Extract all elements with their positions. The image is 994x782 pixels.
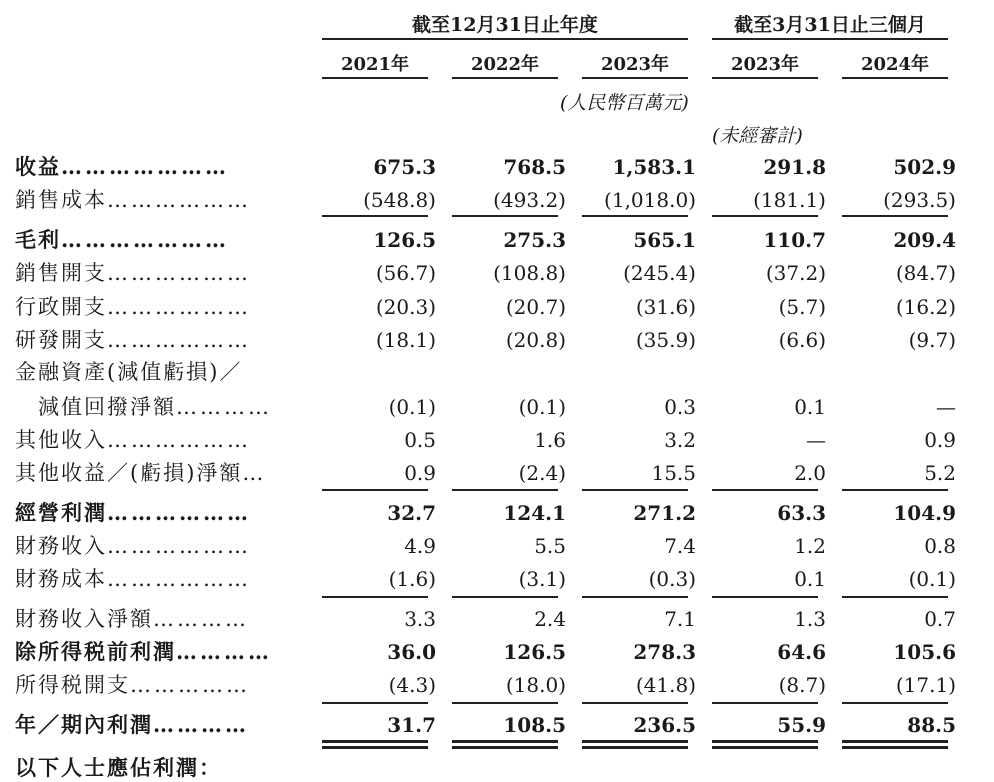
row-value: 0.5 <box>404 428 436 452</box>
row-value: (37.2) <box>765 261 826 285</box>
row-leader-dots: … <box>242 461 267 485</box>
row-value: 63.3 <box>777 501 826 525</box>
row-leader-dots: ……………… <box>107 188 251 212</box>
subtotal-rule <box>322 596 428 598</box>
row-value: (2.4) <box>518 461 566 485</box>
subtotal-rule <box>842 596 948 598</box>
header-group-annual: 截至12月31日止年度 <box>412 14 598 36</box>
row-value: (20.7) <box>505 295 566 319</box>
row-value: (18.0) <box>505 673 566 697</box>
row-label <box>15 325 251 355</box>
table-row <box>0 292 994 322</box>
row-value: 278.3 <box>633 640 696 664</box>
row-value: 126.5 <box>503 640 566 664</box>
row-value: 502.9 <box>893 155 956 179</box>
subtotal-rule <box>712 702 818 704</box>
double-underline <box>712 740 818 743</box>
row-label <box>15 225 229 255</box>
row-label <box>15 710 249 740</box>
row-value: 0.3 <box>664 395 696 419</box>
row-leader-dots: ……………… <box>107 328 251 352</box>
row-value: 209.4 <box>893 228 956 252</box>
subtotal-rule <box>322 489 428 491</box>
row-value: 15.5 <box>651 461 696 485</box>
row-label <box>15 152 229 182</box>
row-value: 126.5 <box>373 228 436 252</box>
row-value: 0.9 <box>404 461 436 485</box>
row-value: 1.2 <box>794 534 826 558</box>
row-value: 5.5 <box>534 534 566 558</box>
row-leader-dots: ……………… <box>107 261 251 285</box>
row-leader-dots: ………… <box>176 639 272 664</box>
row-value: (293.5) <box>883 188 956 212</box>
row-label <box>15 564 251 594</box>
row-value: (9.7) <box>908 328 956 352</box>
row-value: 565.1 <box>633 228 696 252</box>
row-value: 1.6 <box>534 428 566 452</box>
row-value: 0.1 <box>794 395 826 419</box>
row-label-text: 減值回撥淨額 <box>15 395 176 419</box>
row-value: 3.2 <box>664 428 696 452</box>
table-row <box>0 710 994 740</box>
table-row <box>0 531 994 561</box>
row-value: 31.7 <box>387 713 436 737</box>
row-value: (20.8) <box>505 328 566 352</box>
row-leader-dots: …………… <box>130 673 250 697</box>
row-label <box>15 258 251 288</box>
row-value: (35.9) <box>635 328 696 352</box>
row-leader-dots: ………… <box>153 607 249 631</box>
row-label-text: 研發開支 <box>15 328 107 352</box>
row-label-text: 行政開支 <box>15 295 107 319</box>
table-row <box>0 185 994 215</box>
row-value: (16.2) <box>895 295 956 319</box>
row-value: 104.9 <box>893 501 956 525</box>
row-label-text: 銷售開支 <box>15 261 107 285</box>
table-row <box>0 258 994 288</box>
row-label-text: 年／期內利潤 <box>15 712 153 737</box>
row-value: 0.7 <box>924 607 956 631</box>
row-label <box>15 670 250 700</box>
row-value: (0.1) <box>388 395 436 419</box>
year-header: 2022年 <box>470 54 540 75</box>
row-label-text: 所得税開支 <box>15 673 130 697</box>
row-value: 5.2 <box>924 461 956 485</box>
row-value: (31.6) <box>635 295 696 319</box>
double-underline <box>322 746 428 749</box>
row-leader-dots: ……………… <box>107 295 251 319</box>
row-value: 88.5 <box>907 713 956 737</box>
row-value: — <box>806 428 826 452</box>
row-label-text: 毛利 <box>15 227 61 252</box>
table-row <box>0 152 994 182</box>
header-group-quarterly: 截至3月31日止三個月 <box>734 14 926 36</box>
row-leader-dots: ……………… <box>107 500 251 525</box>
row-value: 0.1 <box>794 567 826 591</box>
unaudited-note: (未經審計) <box>712 125 803 147</box>
partial-footer-line: 以下人士應佔利潤： <box>15 755 222 780</box>
row-leader-dots: ……………… <box>107 534 251 558</box>
row-value: (245.4) <box>623 261 696 285</box>
row-value: 2.0 <box>794 461 826 485</box>
row-label <box>15 425 251 455</box>
row-leader-dots: ………… <box>176 395 272 419</box>
row-label-text: 財務收入 <box>15 534 107 558</box>
subtotal-rule <box>842 489 948 491</box>
row-value: (0.1) <box>518 395 566 419</box>
row-value: 1,583.1 <box>612 155 696 179</box>
double-underline <box>842 746 948 749</box>
row-label <box>15 185 251 215</box>
row-label-text: 除所得税前利潤 <box>15 639 176 664</box>
row-label <box>15 458 266 488</box>
table-row <box>0 225 994 255</box>
subtotal-rule <box>452 702 558 704</box>
subtotal-rule <box>712 596 818 598</box>
row-value: 32.7 <box>387 501 436 525</box>
subtotal-rule <box>712 489 818 491</box>
row-value: 0.8 <box>924 534 956 558</box>
year-rule <box>842 77 948 79</box>
row-value: (3.1) <box>518 567 566 591</box>
year-rule <box>322 77 428 79</box>
row-label <box>15 604 249 634</box>
subtotal-rule <box>582 596 688 598</box>
row-label <box>15 637 272 667</box>
row-label <box>15 357 242 387</box>
row-label-text: 銷售成本 <box>15 188 107 212</box>
row-value: (181.1) <box>753 188 826 212</box>
row-value: 291.8 <box>763 155 826 179</box>
row-value: (5.7) <box>778 295 826 319</box>
row-value: (18.1) <box>375 328 436 352</box>
row-leader-dots: ………………… <box>61 227 229 252</box>
row-value: 275.3 <box>503 228 566 252</box>
row-leader-dots: ………… <box>153 712 249 737</box>
subtotal-rule <box>842 702 948 704</box>
table-row <box>0 637 994 667</box>
row-value: (84.7) <box>895 261 956 285</box>
row-label-text: 經營利潤 <box>15 500 107 525</box>
row-value: 105.6 <box>893 640 956 664</box>
row-label <box>15 531 251 561</box>
row-value: — <box>936 395 956 419</box>
row-label <box>15 292 251 322</box>
year-header: 2023年 <box>600 54 670 75</box>
year-header: 2021年 <box>340 54 410 75</box>
subtotal-rule <box>452 596 558 598</box>
row-label-text: 其他收益／(虧損)淨額 <box>15 461 243 485</box>
year-rule <box>582 77 688 79</box>
table-row <box>0 604 994 634</box>
row-value: 236.5 <box>633 713 696 737</box>
table-row <box>0 392 994 422</box>
subtotal-rule <box>582 489 688 491</box>
row-value: (17.1) <box>895 673 956 697</box>
row-value: 1.3 <box>794 607 826 631</box>
row-label-text: 金融資產(減值虧損)／ <box>15 360 243 384</box>
header-group-annual-rule <box>322 38 688 40</box>
table-row <box>0 498 994 528</box>
row-value: (0.1) <box>908 567 956 591</box>
row-value: (548.8) <box>363 188 436 212</box>
row-value: (8.7) <box>778 673 826 697</box>
currency-unit-note: (人民幣百萬元) <box>560 92 689 114</box>
double-underline <box>712 746 818 749</box>
row-value: (108.8) <box>493 261 566 285</box>
double-underline <box>452 740 558 743</box>
row-value: (6.6) <box>778 328 826 352</box>
subtotal-rule <box>582 215 688 217</box>
subtotal-rule <box>842 215 948 217</box>
table-row <box>0 564 994 594</box>
table-row <box>0 670 994 700</box>
row-value: 64.6 <box>777 640 826 664</box>
row-label-text: 財務收入淨額 <box>15 607 153 631</box>
row-value: 4.9 <box>404 534 436 558</box>
row-value: 7.4 <box>664 534 696 558</box>
table-row <box>0 458 994 488</box>
row-value: (4.3) <box>388 673 436 697</box>
row-value: 108.5 <box>503 713 566 737</box>
row-value: (0.3) <box>648 567 696 591</box>
row-value: 768.5 <box>503 155 566 179</box>
row-label-text: 財務成本 <box>15 567 107 591</box>
row-value: 55.9 <box>777 713 826 737</box>
row-label <box>15 498 251 528</box>
subtotal-rule <box>712 215 818 217</box>
row-value: 675.3 <box>373 155 436 179</box>
row-value: 7.1 <box>664 607 696 631</box>
row-value: 36.0 <box>387 640 436 664</box>
header-group-quarterly-rule <box>712 38 948 40</box>
row-label <box>15 392 272 422</box>
double-underline <box>452 746 558 749</box>
row-value: (20.3) <box>375 295 436 319</box>
double-underline <box>582 746 688 749</box>
year-header: 2023年 <box>730 54 800 75</box>
row-value: 0.9 <box>924 428 956 452</box>
table-row <box>0 357 994 387</box>
subtotal-rule <box>452 489 558 491</box>
row-value: (1,018.0) <box>604 188 696 212</box>
year-header: 2024年 <box>860 54 930 75</box>
double-underline <box>582 740 688 743</box>
table-row <box>0 325 994 355</box>
subtotal-rule <box>582 702 688 704</box>
row-value: 2.4 <box>534 607 566 631</box>
year-rule <box>452 77 558 79</box>
row-label-text: 收益 <box>15 154 61 179</box>
row-value: (493.2) <box>493 188 566 212</box>
subtotal-rule <box>452 215 558 217</box>
double-underline <box>842 740 948 743</box>
row-value: 271.2 <box>633 501 696 525</box>
row-value: (1.6) <box>388 567 436 591</box>
row-value: (56.7) <box>375 261 436 285</box>
year-rule <box>712 77 818 79</box>
row-value: 3.3 <box>404 607 436 631</box>
row-value: 110.7 <box>763 228 826 252</box>
subtotal-rule <box>322 702 428 704</box>
subtotal-rule <box>322 215 428 217</box>
table-row <box>0 425 994 455</box>
double-underline <box>322 740 428 743</box>
row-label-text: 其他收入 <box>15 428 107 452</box>
row-value: 124.1 <box>503 501 566 525</box>
row-leader-dots: ……………… <box>107 567 251 591</box>
row-value: (41.8) <box>635 673 696 697</box>
row-leader-dots: ……………… <box>107 428 251 452</box>
row-leader-dots: ………………… <box>61 154 229 179</box>
